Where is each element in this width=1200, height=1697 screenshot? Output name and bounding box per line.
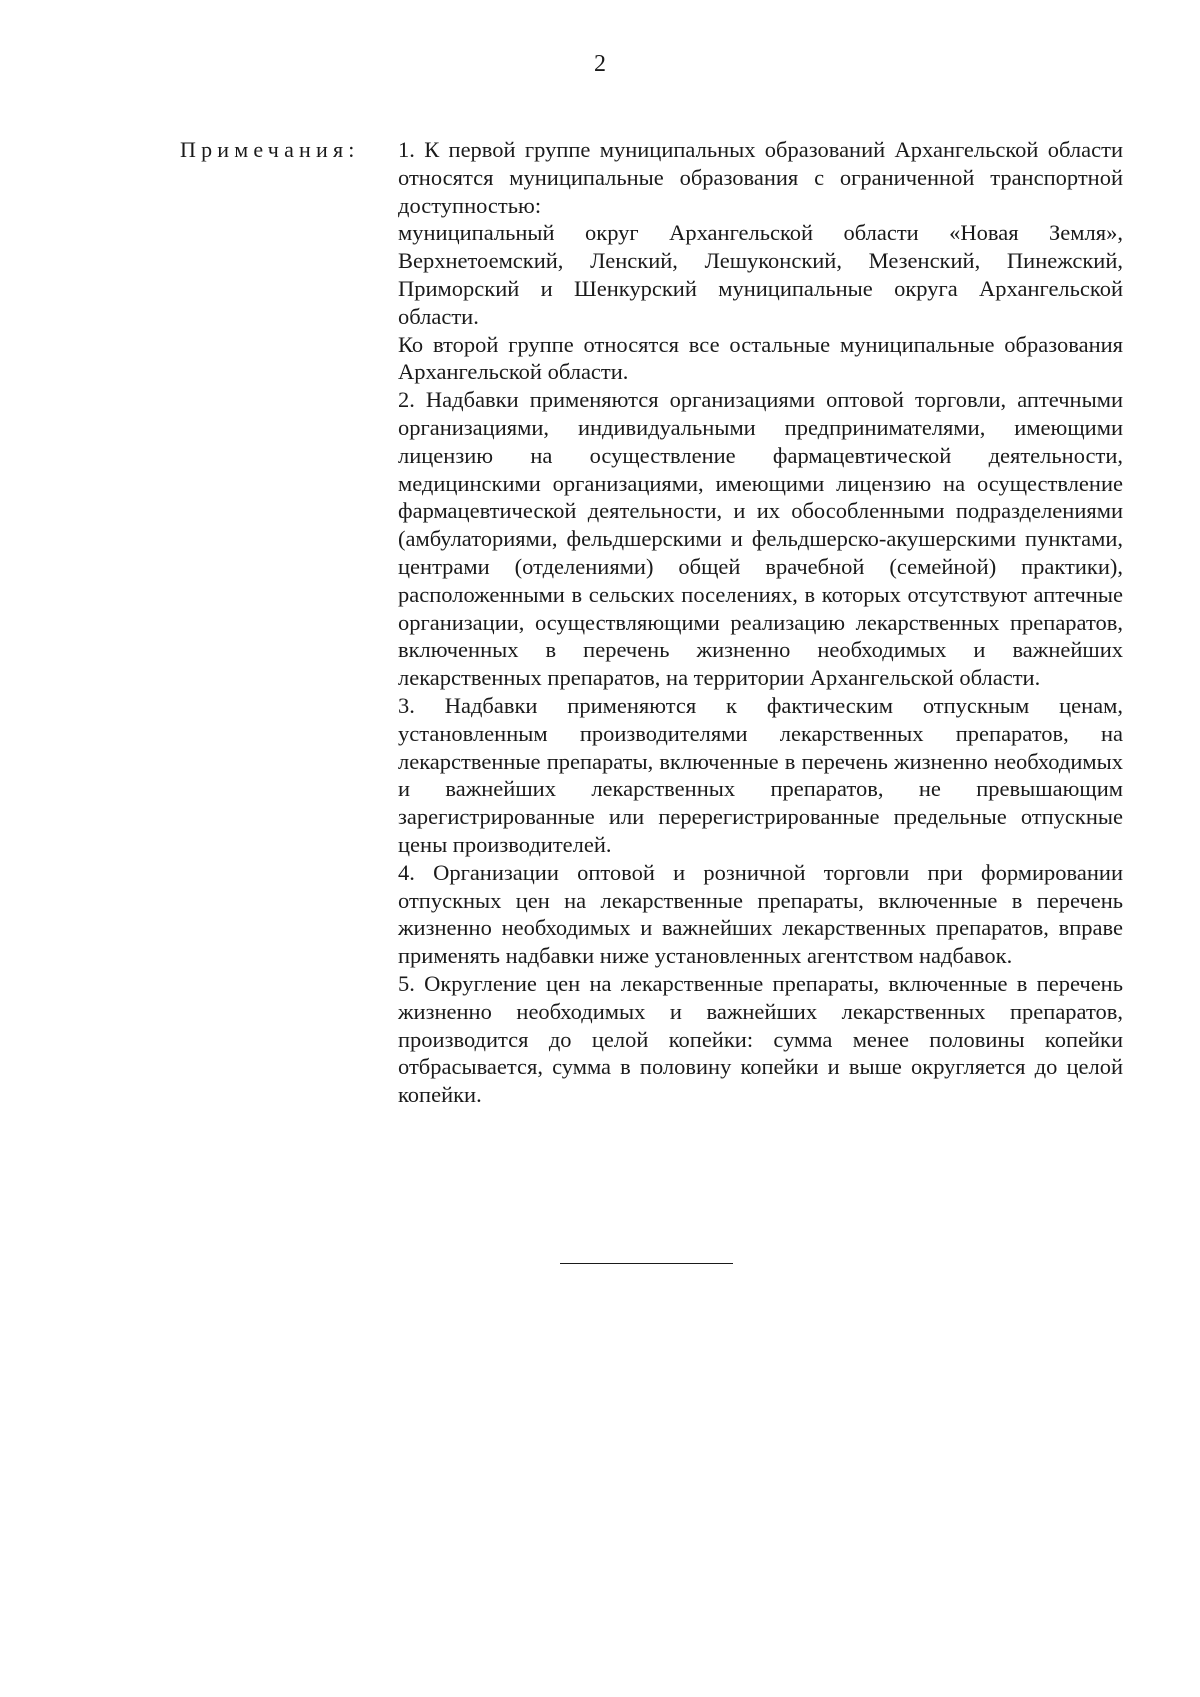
- note-1-second-group-paragraph: Ко второй группе относятся все остальные муниципальные образования Архангельской области.: [398, 331, 1123, 385]
- note-4-paragraph: 4. Организации оптовой и розничной торговли при формировании отпускных цен на лекарственные препараты, включенные в перечень жизненно необходимых и важнейших лекарственных препаратов, вправе применять надбавки ниже установленных агентством надбавок.: [398, 859, 1123, 969]
- note-1-paragraph: 1. К первой группе муниципальных образований Архангельской области относятся муниципальные образования с ограниченной транспортной доступностью:: [398, 137, 1123, 218]
- page-number: 2: [594, 51, 606, 77]
- note-2-paragraph: 2. Надбавки применяются организациями оптовой торговли, аптечными организациями, индивидуальными предпринимателями, имеющими лицензию на осуществление фармацевтической деятельности, медицинскими организациями, имеющими лицензию на осуществление фармацевтической деятельности, и их обособленными подразделениями (амбулаториями, фельдшерскими и фельдшерско-акушерскими пунктами, центрами (отделениями) общей врачебной (семейной) практики), расположенными в сельских поселениях, в которых отсутствуют аптечные организации, осуществляющими реализацию лекарственных препаратов, включенных в перечень жизненно необходимых и важнейших лекарственных препаратов, на территории Архангельской области.: [398, 387, 1123, 691]
- note-1-municipalities-paragraph: муниципальный округ Архангельской области «Новая Земля», Верхнетоемский, Ленский, Лешуконский, Мезенский, Пинежский, Приморский и Шенкурский муниципальные округа Архангельской области.: [398, 220, 1123, 329]
- note-3-paragraph: 3. Надбавки применяются к фактическим отпускным ценам, установленным производителями лекарственных препаратов, на лекарственные препараты, включенные в перечень жизненно необходимых и важнейших лекарственных препаратов, не превышающим зарегистрированные или перерегистрированные предельные отпускные цены производителей.: [398, 692, 1123, 857]
- note-5-paragraph: 5. Округление цен на лекарственные препараты, включенные в перечень жизненно необходимых и важнейших лекарственных препаратов, производится до целой копейки: сумма менее половины копейки отбрасывается, сумма в половину копейки и выше округляется до целой копейки.: [398, 970, 1123, 1108]
- notes-body: [398, 136, 1123, 1109]
- notes-heading: Примечания:: [180, 137, 360, 162]
- end-of-document-rule: [560, 1263, 733, 1264]
